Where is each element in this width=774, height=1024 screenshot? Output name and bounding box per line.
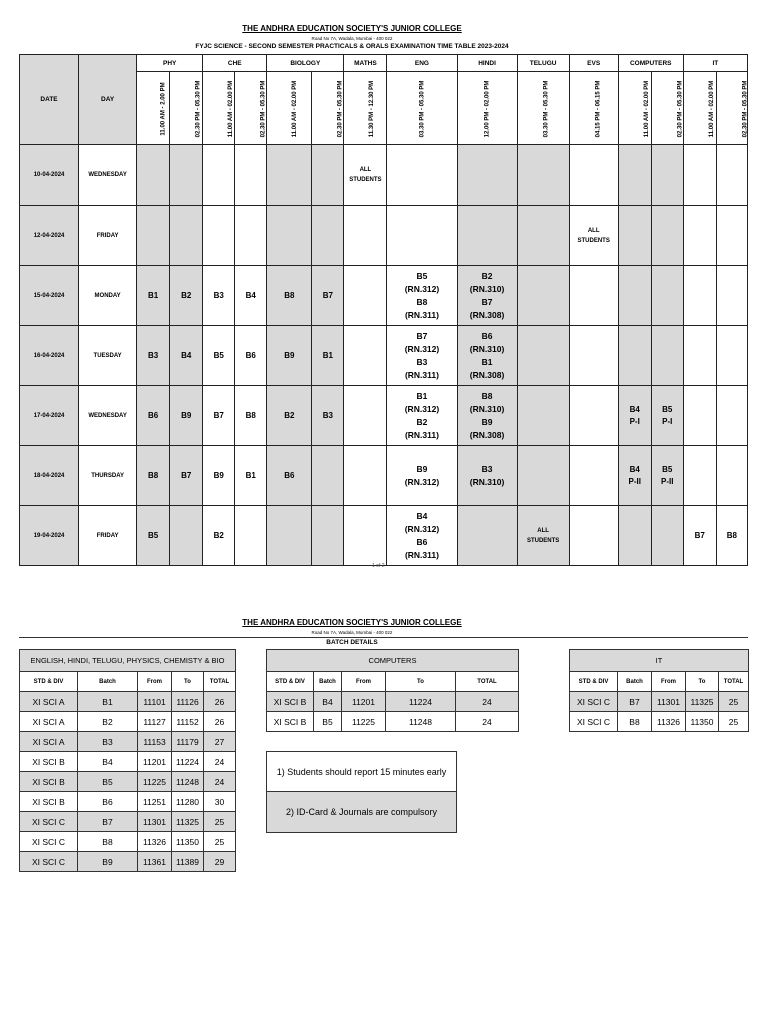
batch-row <box>20 832 236 852</box>
day-cell: FRIDAY <box>79 506 137 566</box>
schedule-cell: B1 <box>312 326 344 386</box>
schedule-cell <box>203 206 235 266</box>
batch-cell: XI SCI B <box>267 712 314 732</box>
schedule-cell <box>267 145 312 206</box>
date-cell: 15-04-2024 <box>20 266 79 326</box>
schedule-cell: B4 P-I <box>618 386 651 446</box>
batch-row <box>20 852 236 872</box>
subject-header: HINDI <box>457 55 517 72</box>
time-slot-header: 03.30 PM - 05.30 PM <box>387 72 457 145</box>
batch-cell: B8 <box>78 832 138 852</box>
batch-cell: 11225 <box>342 712 386 732</box>
batch-column-header: To <box>686 672 719 692</box>
schedule-cell <box>235 206 267 266</box>
batch-cell: 11126 <box>172 692 204 712</box>
schedule-cell: ALL STUDENTS <box>344 145 387 206</box>
schedule-cell: B2 <box>203 506 235 566</box>
schedule-cell <box>312 446 344 506</box>
schedule-cell: B2 <box>267 386 312 446</box>
date-cell: 18-04-2024 <box>20 446 79 506</box>
schedule-cell: B4 (RN.312) B6 (RN.311) <box>387 506 457 566</box>
batch-row <box>20 752 236 772</box>
day-cell: FRIDAY <box>79 206 137 266</box>
batch-column-header: TOTAL <box>456 672 519 692</box>
timetable-row <box>20 506 748 566</box>
batch-row <box>570 712 749 732</box>
schedule-cell <box>235 506 267 566</box>
batch-row <box>20 712 236 732</box>
batch-cell: 11251 <box>138 792 172 812</box>
time-slot-header: 02.30 PM - 05.30 PM <box>235 72 267 145</box>
batch-row <box>570 692 749 712</box>
schedule-cell <box>267 506 312 566</box>
day-cell: TUESDAY <box>79 326 137 386</box>
schedule-cell: B5 (RN.312) B8 (RN.311) <box>387 266 457 326</box>
batch-cell: 11153 <box>138 732 172 752</box>
schedule-cell <box>517 266 569 326</box>
schedule-cell <box>235 145 267 206</box>
batch-cell: B8 <box>618 712 652 732</box>
batch-column-header: STD & DIV <box>267 672 314 692</box>
batch-cell: XI SCI B <box>20 752 78 772</box>
batch-table-main <box>19 649 236 872</box>
date-cell: 12-04-2024 <box>20 206 79 266</box>
schedule-cell <box>683 326 716 386</box>
schedule-cell <box>683 266 716 326</box>
batch-cell: 11224 <box>172 752 204 772</box>
batch-cell: B4 <box>78 752 138 772</box>
time-slot-header: 11.00 AM - 02.00 PM <box>203 72 235 145</box>
schedule-cell: B1 <box>137 266 170 326</box>
schedule-cell: B3 <box>203 266 235 326</box>
time-slot-header: 12.00 PM - 02.00 PM <box>457 72 517 145</box>
timetable-row <box>20 206 748 266</box>
batch-cell: 11201 <box>138 752 172 772</box>
schedule-cell: B9 (RN.312) <box>387 446 457 506</box>
exam-title: FYJC SCIENCE - SECOND SEMESTER PRACTICALS & ORALS EXAMINATION TIME TABLE 2023-2024 <box>195 43 509 50</box>
batch-caption: IT <box>570 650 749 672</box>
schedule-cell: B7 (RN.312) B3 (RN.311) <box>387 326 457 386</box>
timetable <box>19 54 748 566</box>
note-item: 1) Students should report 15 minutes early <box>267 752 456 792</box>
schedule-cell: B9 <box>170 386 203 446</box>
schedule-cell <box>683 446 716 506</box>
batch-cell: B4 <box>314 692 342 712</box>
schedule-cell <box>651 206 683 266</box>
timetable-row <box>20 386 748 446</box>
batch-cell: 11350 <box>172 832 204 852</box>
schedule-cell <box>716 266 747 326</box>
college-address-page2: Road No 7A, Wadala, Mumbai - 400 022 <box>311 630 393 635</box>
schedule-cell: B9 <box>267 326 312 386</box>
schedule-cell: ALL STUDENTS <box>517 506 569 566</box>
schedule-cell: B3 <box>312 386 344 446</box>
batch-cell: XI SCI B <box>267 692 314 712</box>
schedule-cell: B5 <box>137 506 170 566</box>
schedule-cell <box>457 145 517 206</box>
batch-column-header: From <box>138 672 172 692</box>
batch-column-header: From <box>652 672 686 692</box>
schedule-cell <box>683 206 716 266</box>
schedule-cell: B2 (RN.310) B7 (RN.308) <box>457 266 517 326</box>
subject-header: TELUGU <box>517 55 569 72</box>
schedule-cell <box>569 266 618 326</box>
batch-row <box>20 792 236 812</box>
batch-cell: 24 <box>204 752 236 772</box>
batch-cell: 24 <box>456 692 519 712</box>
batch-cell: B3 <box>78 732 138 752</box>
schedule-cell: B4 <box>170 326 203 386</box>
subject-header: COMPUTERS <box>618 55 683 72</box>
batch-cell: XI SCI C <box>570 712 618 732</box>
schedule-cell: ALL STUDENTS <box>569 206 618 266</box>
schedule-cell <box>569 386 618 446</box>
schedule-cell <box>683 386 716 446</box>
divider <box>19 637 748 638</box>
schedule-cell <box>457 206 517 266</box>
schedule-cell: B6 <box>137 386 170 446</box>
batch-cell: 29 <box>204 852 236 872</box>
batch-details-title: BATCH DETAILS <box>326 639 378 646</box>
note-item: 2) ID-Card & Journals are compulsory <box>267 792 456 832</box>
schedule-cell: B1 <box>235 446 267 506</box>
batch-column-header: TOTAL <box>204 672 236 692</box>
schedule-cell: B4 P-II <box>618 446 651 506</box>
schedule-cell <box>517 206 569 266</box>
batch-column-header: TOTAL <box>719 672 749 692</box>
time-slot-header: 02.30 PM - 05.30 PM <box>170 72 203 145</box>
schedule-cell <box>651 145 683 206</box>
batch-cell: XI SCI A <box>20 712 78 732</box>
schedule-cell <box>170 145 203 206</box>
batch-cell: 11325 <box>172 812 204 832</box>
batch-cell: 30 <box>204 792 236 812</box>
schedule-cell <box>344 446 387 506</box>
batch-row <box>20 812 236 832</box>
batch-cell: B7 <box>618 692 652 712</box>
batch-table-computers <box>266 649 519 732</box>
schedule-cell <box>569 506 618 566</box>
schedule-cell <box>618 145 651 206</box>
schedule-cell <box>170 506 203 566</box>
schedule-cell: B5 <box>203 326 235 386</box>
time-slot-header: 02.30 PM - 05.30 PM <box>716 72 747 145</box>
time-slot-header: 11.00 AM - 02.00 PM <box>683 72 716 145</box>
schedule-cell: B6 (RN.310) B1 (RN.308) <box>457 326 517 386</box>
schedule-cell: B9 <box>203 446 235 506</box>
schedule-cell <box>344 326 387 386</box>
schedule-cell: B6 <box>235 326 267 386</box>
batch-cell: 11152 <box>172 712 204 732</box>
batch-cell: XI SCI B <box>20 792 78 812</box>
notes-box <box>266 751 457 833</box>
batch-cell: 11280 <box>172 792 204 812</box>
batch-cell: B2 <box>78 712 138 732</box>
batch-cell: 24 <box>456 712 519 732</box>
college-title: THE ANDHRA EDUCATION SOCIETY'S JUNIOR COLLEGE <box>242 24 462 33</box>
batch-cell: 11301 <box>652 692 686 712</box>
date-cell: 19-04-2024 <box>20 506 79 566</box>
schedule-cell: B3 <box>137 326 170 386</box>
batch-row <box>267 692 519 712</box>
schedule-cell <box>137 206 170 266</box>
batch-row <box>20 772 236 792</box>
date-cell: 17-04-2024 <box>20 386 79 446</box>
schedule-cell: B8 (RN.310) B9 (RN.308) <box>457 386 517 446</box>
timetable-row <box>20 145 748 206</box>
subject-header: CHE <box>203 55 267 72</box>
batch-cell: 11350 <box>686 712 719 732</box>
day-header: DAY <box>79 55 137 145</box>
batch-cell: B7 <box>78 812 138 832</box>
batch-cell: 24 <box>204 772 236 792</box>
page-number: 1 of 2 <box>372 563 385 569</box>
schedule-cell <box>716 145 747 206</box>
schedule-cell <box>569 326 618 386</box>
batch-cell: 11101 <box>138 692 172 712</box>
batch-cell: 26 <box>204 692 236 712</box>
batch-cell: 25 <box>719 712 749 732</box>
schedule-cell <box>618 266 651 326</box>
schedule-cell: B3 (RN.310) <box>457 446 517 506</box>
batch-column-header: To <box>172 672 204 692</box>
batch-column-header: STD & DIV <box>570 672 618 692</box>
schedule-cell: B6 <box>267 446 312 506</box>
schedule-cell <box>387 145 457 206</box>
batch-row <box>267 712 519 732</box>
batch-column-header: STD & DIV <box>20 672 78 692</box>
schedule-cell <box>203 145 235 206</box>
schedule-cell <box>716 386 747 446</box>
batch-cell: B6 <box>78 792 138 812</box>
schedule-cell <box>312 506 344 566</box>
schedule-cell <box>517 446 569 506</box>
schedule-cell <box>312 145 344 206</box>
batch-cell: XI SCI A <box>20 732 78 752</box>
subject-header: IT <box>683 55 747 72</box>
batch-cell: XI SCI C <box>570 692 618 712</box>
time-slot-header: 02.30 PM - 05.30 PM <box>312 72 344 145</box>
batch-cell: 11179 <box>172 732 204 752</box>
date-cell: 10-04-2024 <box>20 145 79 206</box>
schedule-cell: B7 <box>312 266 344 326</box>
time-slot-header: 04.15 PM - 06.15 PM <box>569 72 618 145</box>
batch-cell: XI SCI C <box>20 832 78 852</box>
schedule-cell <box>618 206 651 266</box>
batch-cell: 11201 <box>342 692 386 712</box>
schedule-cell <box>344 206 387 266</box>
schedule-cell <box>517 386 569 446</box>
schedule-cell <box>517 145 569 206</box>
time-slot-header: 11.30 PM - 12.30 PM <box>344 72 387 145</box>
batch-cell: XI SCI C <box>20 812 78 832</box>
batch-cell: B5 <box>314 712 342 732</box>
batch-column-header: To <box>386 672 456 692</box>
batch-cell: XI SCI B <box>20 772 78 792</box>
schedule-cell <box>517 326 569 386</box>
batch-table-it <box>569 649 749 732</box>
batch-cell: 11224 <box>386 692 456 712</box>
batch-cell: XI SCI C <box>20 852 78 872</box>
subject-header: PHY <box>137 55 203 72</box>
subject-header: EVS <box>569 55 618 72</box>
batch-cell: 11326 <box>652 712 686 732</box>
batch-cell: 11301 <box>138 812 172 832</box>
batch-row <box>20 732 236 752</box>
batch-cell: B5 <box>78 772 138 792</box>
batch-cell: 11361 <box>138 852 172 872</box>
schedule-cell <box>651 506 683 566</box>
batch-cell: 25 <box>204 812 236 832</box>
timetable-row <box>20 446 748 506</box>
batch-cell: B1 <box>78 692 138 712</box>
time-slot-header: 03.30 PM - 05.30 PM <box>517 72 569 145</box>
schedule-cell <box>267 206 312 266</box>
batch-cell: 11248 <box>172 772 204 792</box>
day-cell: MONDAY <box>79 266 137 326</box>
schedule-cell: B8 <box>267 266 312 326</box>
batch-caption: COMPUTERS <box>267 650 519 672</box>
schedule-cell <box>716 446 747 506</box>
schedule-cell <box>344 266 387 326</box>
batch-cell: 11248 <box>386 712 456 732</box>
schedule-cell <box>312 206 344 266</box>
batch-column-header: Batch <box>618 672 652 692</box>
schedule-cell <box>457 506 517 566</box>
timetable-row <box>20 266 748 326</box>
batch-cell: 11225 <box>138 772 172 792</box>
batch-cell: 11389 <box>172 852 204 872</box>
schedule-cell <box>137 145 170 206</box>
batch-row <box>20 692 236 712</box>
schedule-cell <box>651 326 683 386</box>
schedule-cell: B1 (RN.312) B2 (RN.311) <box>387 386 457 446</box>
batch-caption: ENGLISH, HINDI, TELUGU, PHYSICS, CHEMISTY & BIO <box>20 650 236 672</box>
batch-cell: 25 <box>204 832 236 852</box>
schedule-cell: B2 <box>170 266 203 326</box>
schedule-cell: B8 <box>137 446 170 506</box>
time-slot-header: 11.00 AM - 02.00 PM <box>618 72 651 145</box>
schedule-cell <box>618 326 651 386</box>
day-cell: WEDNESDAY <box>79 145 137 206</box>
batch-column-header: Batch <box>78 672 138 692</box>
college-address: Road No 7A, Wadala, Mumbai - 400 022 <box>311 36 393 41</box>
date-cell: 16-04-2024 <box>20 326 79 386</box>
batch-cell: 11326 <box>138 832 172 852</box>
timetable-row <box>20 326 748 386</box>
schedule-cell: B4 <box>235 266 267 326</box>
schedule-cell <box>716 326 747 386</box>
schedule-cell: B7 <box>203 386 235 446</box>
subject-header: ENG <box>387 55 457 72</box>
time-slot-header: 11.00 AM - 2.00 PM <box>137 72 170 145</box>
batch-cell: 25 <box>719 692 749 712</box>
day-cell: WEDNESDAY <box>79 386 137 446</box>
batch-cell: 11325 <box>686 692 719 712</box>
schedule-cell: B8 <box>716 506 747 566</box>
schedule-cell <box>716 206 747 266</box>
batch-cell: 11127 <box>138 712 172 732</box>
schedule-cell <box>683 145 716 206</box>
schedule-cell <box>569 145 618 206</box>
subject-header: MATHS <box>344 55 387 72</box>
time-slot-header: 02.30 PM - 05.30 PM <box>651 72 683 145</box>
batch-cell: 27 <box>204 732 236 752</box>
schedule-cell <box>651 266 683 326</box>
schedule-cell <box>618 506 651 566</box>
schedule-cell: B7 <box>170 446 203 506</box>
schedule-cell <box>344 506 387 566</box>
schedule-cell <box>387 206 457 266</box>
batch-cell: XI SCI A <box>20 692 78 712</box>
date-header: DATE <box>20 55 79 145</box>
batch-column-header: From <box>342 672 386 692</box>
schedule-cell: B5 P-II <box>651 446 683 506</box>
schedule-cell: B7 <box>683 506 716 566</box>
day-cell: THURSDAY <box>79 446 137 506</box>
schedule-cell: B8 <box>235 386 267 446</box>
batch-column-header: Batch <box>314 672 342 692</box>
schedule-cell <box>569 446 618 506</box>
batch-cell: B9 <box>78 852 138 872</box>
subject-header: BIOLOGY <box>267 55 344 72</box>
time-slot-header: 11.00 AM - 02.00 PM <box>267 72 312 145</box>
college-title-page2: THE ANDHRA EDUCATION SOCIETY'S JUNIOR COLLEGE <box>242 618 462 627</box>
schedule-cell <box>170 206 203 266</box>
batch-cell: 26 <box>204 712 236 732</box>
schedule-cell: B5 P-I <box>651 386 683 446</box>
schedule-cell <box>344 386 387 446</box>
